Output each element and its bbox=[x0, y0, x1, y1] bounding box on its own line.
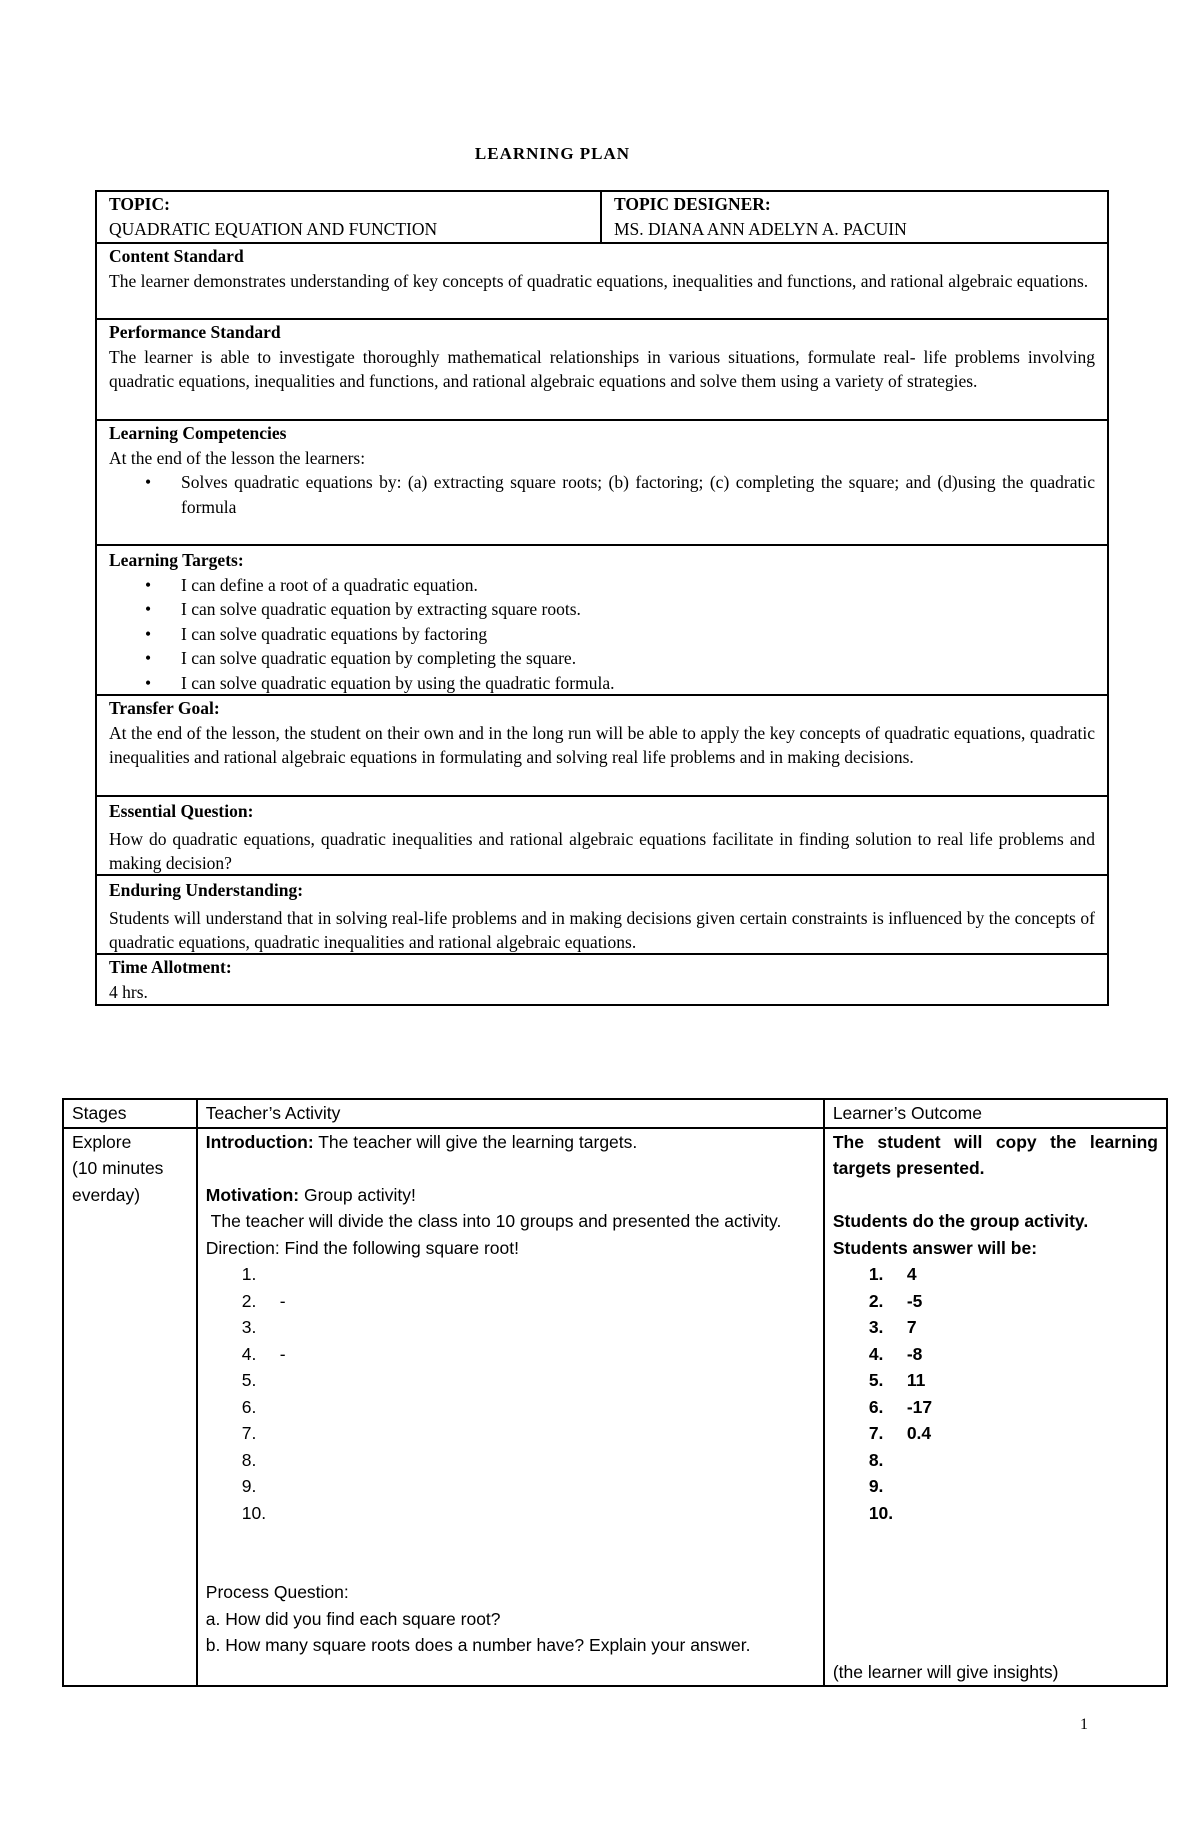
teacher-item-list bbox=[206, 1261, 815, 1526]
topic-value: QUADRATIC EQUATION AND FUNCTION bbox=[109, 218, 438, 239]
stages-table bbox=[62, 1098, 1168, 1687]
introduction-text: The teacher will give the learning targets. bbox=[313, 1131, 638, 1152]
performance-standard-label: Performance Standard bbox=[109, 322, 281, 342]
topic-cell bbox=[97, 192, 600, 242]
page-number: 1 bbox=[1080, 1716, 1088, 1733]
learner-insights-text: (the learner will give insights) bbox=[832, 1661, 1059, 1682]
list-item: 2. - bbox=[241, 1290, 286, 1311]
page-title: LEARNING PLAN bbox=[474, 144, 631, 163]
learning-plan-table bbox=[95, 190, 1109, 1006]
header-stages: Stages bbox=[63, 1099, 197, 1128]
topic-label: TOPIC: bbox=[109, 194, 170, 214]
performance-standard-row bbox=[97, 318, 1107, 419]
list-item: 3. bbox=[241, 1317, 257, 1337]
target-item: • I can solve quadratic equations by factoring bbox=[181, 622, 1095, 647]
explore-stage-cell bbox=[63, 1128, 197, 1687]
learning-targets-list bbox=[109, 573, 1095, 695]
designer-label: TOPIC DESIGNER: bbox=[614, 194, 771, 214]
list-item: 4. - bbox=[241, 1343, 286, 1364]
time-allotment-row bbox=[97, 953, 1107, 1004]
list-item: 8. bbox=[868, 1449, 884, 1470]
learning-competencies-row bbox=[97, 419, 1107, 544]
time-allotment-label: Time Allotment: bbox=[109, 957, 232, 977]
learner-answer-list bbox=[833, 1261, 1158, 1526]
time-allotment-text: 4 hrs. bbox=[109, 981, 148, 1002]
list-item: 1. 4 bbox=[868, 1264, 917, 1284]
competency-list bbox=[109, 470, 1095, 519]
learning-competencies-label: Learning Competencies bbox=[109, 423, 287, 443]
motivation-label: Motivation: bbox=[205, 1184, 300, 1205]
teacher-activity-cell bbox=[197, 1128, 824, 1687]
list-item: 9. bbox=[868, 1476, 884, 1496]
target-item: • I can solve quadratic equation by extracting square roots. bbox=[181, 597, 1095, 622]
learner-outcome-cell bbox=[824, 1128, 1167, 1687]
list-item: 6. -17 bbox=[868, 1396, 933, 1417]
transfer-goal-text: At the end of the lesson, the student on their own and in the long run will be able to apply the key concepts of quadratic equations, quadratic inequalities and rational algebraic equations in formulating and solving real life problems and in making decisions. bbox=[109, 722, 1095, 767]
enduring-understanding-label: Enduring Understanding: bbox=[109, 880, 304, 900]
list-item: 4. -8 bbox=[868, 1343, 923, 1364]
content-standard-label: Content Standard bbox=[109, 246, 244, 266]
header-learner-outcome: Learner’s Outcome bbox=[824, 1099, 1167, 1128]
learning-targets-row bbox=[97, 544, 1107, 694]
introduction-label: Introduction: bbox=[205, 1131, 314, 1152]
learner-copy-text: The student will copy the learning targets presented. bbox=[832, 1131, 1158, 1178]
performance-standard-text: The learner is able to investigate thoroughly mathematical relationships in various situations, formulate real- life problems involving quadratic equations, inequalities and functions, and rational algebraic equations and solve them using a variety of strategies. bbox=[109, 346, 1095, 391]
essential-question-text: How do quadratic equations, quadratic inequalities and rational algebraic equations facilitate in finding solution to real life problems and making decision? bbox=[109, 828, 1095, 873]
target-item: • I can solve quadratic equation by completing the square. bbox=[181, 646, 1095, 671]
designer-value: MS. DIANA ANN ADELYN A. PACUIN bbox=[614, 218, 907, 239]
list-item: 6. bbox=[241, 1396, 257, 1417]
list-item: 7. bbox=[241, 1423, 257, 1443]
topic-row bbox=[97, 192, 1107, 242]
motivation-line bbox=[206, 1182, 815, 1209]
content-standard-row bbox=[97, 242, 1107, 318]
enduring-understanding-row bbox=[97, 874, 1107, 953]
activity-text: The teacher will divide the class into 10 groups and presented the activity. bbox=[205, 1211, 782, 1231]
process-question-label: Process Question: bbox=[205, 1582, 349, 1602]
learner-group-text: Students do the group activity. bbox=[832, 1211, 1089, 1231]
essential-question-row bbox=[97, 795, 1107, 874]
learner-answers-intro: Students answer will be: bbox=[832, 1237, 1038, 1258]
list-item: 2. -5 bbox=[868, 1290, 923, 1311]
header-teacher-activity: Teacher’s Activity bbox=[197, 1099, 824, 1128]
list-item: 10. bbox=[868, 1502, 894, 1523]
essential-question-label: Essential Question: bbox=[109, 801, 254, 821]
target-item: • I can define a root of a quadratic equation. bbox=[181, 573, 1095, 598]
list-item: 8. bbox=[241, 1449, 257, 1470]
stage-name: Explore bbox=[72, 1131, 132, 1152]
direction-text: Direction: Find the following square root! bbox=[205, 1237, 519, 1258]
list-item: 5. 11 bbox=[868, 1370, 926, 1390]
learning-competencies-intro: At the end of the lesson the learners: bbox=[109, 447, 366, 468]
process-question-a: a. How did you find each square root? bbox=[205, 1608, 501, 1629]
enduring-understanding-text: Students will understand that in solving real-life problems and in making decisions given certain constraints is influenced by the concepts of quadratic equations, quadratic inequalities and rational algebraic equations. bbox=[109, 907, 1095, 952]
stages-header-row bbox=[63, 1099, 1167, 1128]
stage-duration: (10 minutes everday) bbox=[72, 1158, 164, 1205]
transfer-goal-row bbox=[97, 694, 1107, 795]
list-item: 7. 0.4 bbox=[868, 1423, 932, 1443]
list-item: 5. bbox=[241, 1370, 257, 1390]
learning-targets-label: Learning Targets: bbox=[109, 550, 244, 570]
target-item: • I can solve quadratic equation by using the quadratic formula. bbox=[181, 671, 1095, 695]
designer-cell bbox=[600, 192, 1105, 242]
competency-item: • Solves quadratic equations by: (a) extracting square roots; (b) factoring; (c) completing the square; and (d)using the quadratic formula bbox=[181, 470, 1095, 519]
motivation-text: Group activity! bbox=[299, 1184, 416, 1205]
transfer-goal-label: Transfer Goal: bbox=[109, 698, 220, 718]
explore-row bbox=[63, 1128, 1167, 1687]
introduction-line bbox=[206, 1129, 815, 1156]
process-question-b: b. How many square roots does a number have? Explain your answer. bbox=[205, 1635, 751, 1655]
list-item: 3. 7 bbox=[868, 1317, 917, 1337]
list-item: 9. bbox=[241, 1476, 257, 1496]
content-standard-text: The learner demonstrates understanding of key concepts of quadratic equations, inequalities and functions, and rational algebraic equations. bbox=[109, 270, 1089, 291]
list-item: 10. bbox=[241, 1502, 267, 1523]
list-item: 1. bbox=[241, 1264, 257, 1284]
